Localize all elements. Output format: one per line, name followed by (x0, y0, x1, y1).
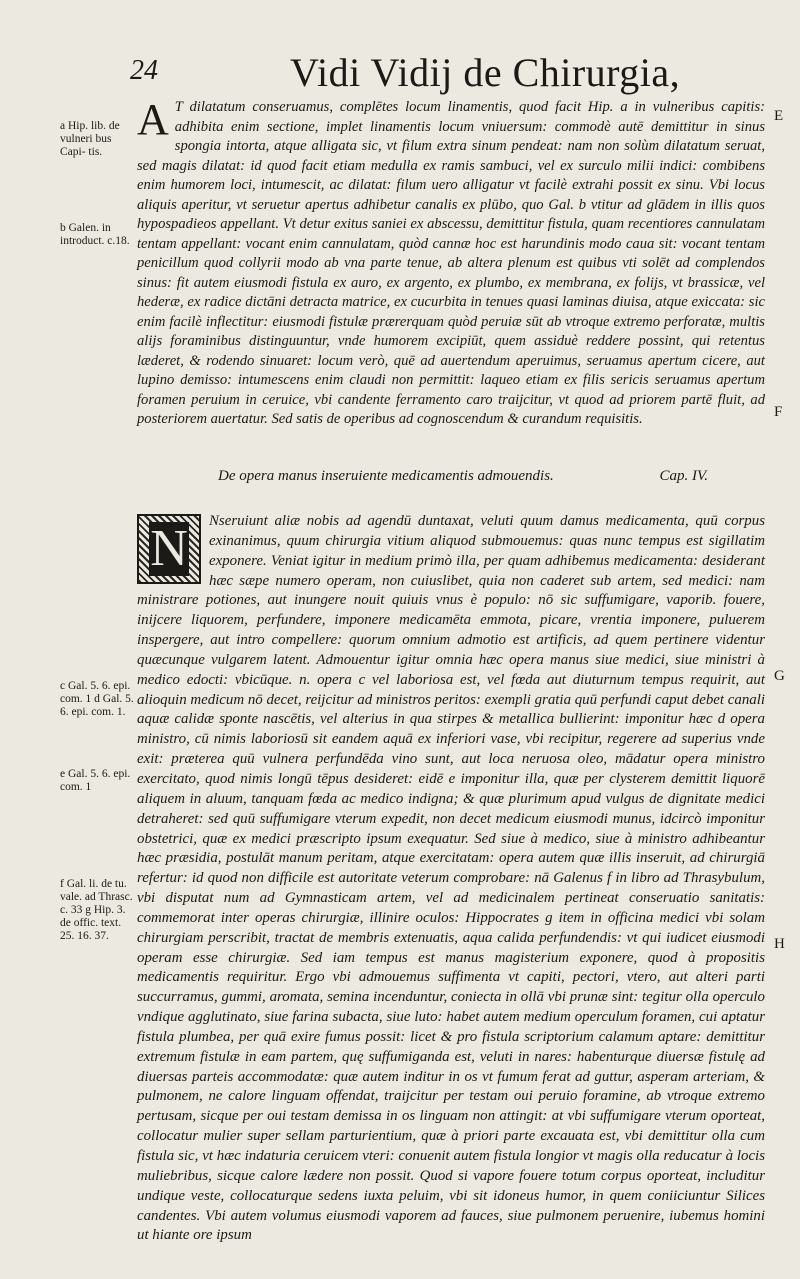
text-block (137, 95, 765, 430)
drop-cap: A (137, 95, 169, 144)
side-letter: F (774, 404, 783, 420)
running-title: Vidi Vidij de Chirurgia, (290, 50, 681, 95)
paragraph: Nseruiunt aliæ nobis ad agendū duntaxat, veluti quum damus medicamenta, quū corpus exinanimus, quum chirurgia vitium aliquod submouemus: quas nunc tempus est sigillatim exponere. Veniat igitur in medium primò illa, per quam adhibemus medicamenta: desiderant hæc sæpe numero operam, non cuiuslibet, quia non caderet sub artem, sed medici: nam ministrare potiones, aut inungere nouit quiuis vnus è populo: nō sic suffumigare, vaporib. fouere, inijcere liquorem, perfundere, imponere medicamēta emmota, picare, vrentia imponere, puluerem inspergere, aut intro compellere: quorum omnium admotio est artificis, ad quem pertinere videntur quæcunque vulgarem latent. Admouentur igitur omnia hæc opera manus siue medici, siue ministri à medico edocti: vbicūque. n. opera c vel laboriosa est, vel fœda aut diuturnum tempus requirit, aut alioquin medicum nō decet, reijcitur ad ministros peritos: exempli gratia quū perfundi caput debet canali aquæ calidæ sponte nascētis, vel alterius in qua stirpes & metallica bullierint: imponitur hæc d opera ministro, cū nimis laboriosū sit eandem aquā ex inferiori vase, vbi recipitur, regerere ad superius vnde exit: præterea quū vulnera perfundēda vino sunt, aut loca neruosa oleo, mādatur opera ministro exercitato, quod nimis longū tēpus desideret: eidē e imponitur illa, quæ per clysterem demittit liquorē aliquem in aluum, tanquam fœda ac medico indigna; & quæ plurimum apud vulgus de dignitate medici detraheret: sed quū suffumigare vterum expedit, non decet medicum eiusmodi munus, idcircò imponitur obstetrici, quæ ex medici præscripto ipsum exequatur. Sed siue à medico, siue à ministro adhibeantur hæc præsidia, postulāt manum peritam, atque exercitatam: opera autem quæ illis inseruit, ad chirurgiā refertur: id quod non difficile est autoritate veterum comprobare: nā Galenus f in libro ad Thrasybulum, vbi disputat num ad Gymnasticam artem, vel ad medicinalem pertineat conseruatio sanitatis: commemorat inter operas chirurgiæ, illinire oculos: Hippocrates g item in officina medici vbi solam chirurgiam perscribit, tractat de membris extenuatis, aqua calida perfundendis: vt qui iudicet eiusmodi operam esse chirurgiæ. Sed iam tempus est manus magisterium exponere, quod à propositis medicamentis requiritur. Ergo vbi admouemus suffimenta vt capiti, pectori, vtero, aut alteri parti succurramus, gummi, aromata, semina incenduntur, coniecta in ollā vbi prunæ sint: tegitur olla operculo vndique agglutinato, siue farina subacta, siue luto: habet autem medium operculum foramen, cui aptatur fistula plumbea, per quā exire fumus possit: licet & pro fistula scriptorium calamum aptare: demittitur extremum fistulæ in eam partem, quę suffumiganda est, veluti in nares: habenturque diuersæ fistulę ad diuersas parteis accommodatæ: quæ autem inditur in os vt fumum ferat ad guttur, asperam arteriam, & pulmonem, ne calore linguam offendat, traijcitur per testam oui peruio foramine, ab vtroque extremo pertusam, sicque per oui testam demissa in os linguam non attingit: at vbi suffumigare vterum oporteat, collocatur mulier super sellam parturientium, quæ à priori parte excauata est, vbi demittitur olla cum fistula sic, vt hæc indaturia ceruicem vteri: conuenit autem fistula longior vt magis olla reducatur à locis muliebribus, sicque calore lædere non possit. Quod si vapore fouere totum corpus oporteat, includitur undique veste, collocaturque sedens iuxta peluim, vbi sit idoneus humor, in quem coniiciuntur Silices candentes. Vbi autem volumus eiusmodi vaporem ad fauces, siue pulmonem peruenire, iubemus homini ut hiante ore ipsum (137, 513, 765, 1244)
margin-note: b Galen. in introduct. c.18. (60, 222, 130, 247)
side-letter: H (774, 936, 785, 952)
page-number: 24 (130, 55, 158, 86)
ornamental-drop-cap (137, 514, 201, 584)
chapter-heading (218, 468, 738, 485)
margin-note: e Gal. 5. 6. epi. com. 1 (60, 768, 131, 793)
chapter-title: De opera manus inseruiente medicamentis admouendis. (218, 468, 554, 484)
text-block (137, 512, 765, 1246)
paragraph: T dilatatum conseruamus, complētes locum linamentis, quod facit Hip. a in vulneribus capitis: adhibita enim sectione, implet linamentis locum vniuersum: commodè autē demittitur in sinus spongia intorta, atque alligata sic, vt filum extra sinum pendeat: nam non solùm dilatatum seruat, sed magis dilatat: id quod facit etiam medulla ex ramis sambuci, vel ex surculo milii indici: combibens enim humorem loci, intumescit, ac dilatat: filum uero alligatur vt facilè extrahi possit ex sinu. Vbi locus aliquis aperitur, vt seruetur apertus adhibetur canalis ex plūbo, quo Gal. b vtitur ad glādem in illis quos hypospadieos appellant. Vt detur exitus saniei ex abscessu, demittitur fistula, quam recentiores cannulatam tentam appellant: vocant enim cannulatam, quòd cannæ hoc est harundinis modo caua sit: vocant tentam penicillum quod collyrii modo ab vna parte tenue, ab altera plenum est quibus vti solēt ad complendos sinus: fit autem eiusmodi fistula ex auro, ex argento, ex plumbo, ex membrana, ex folijs, vt brassicæ, vel hederæ, ex radice dictāni detracta matrice, ex cucurbita in tenues quasi laminas diuisa, atque exiccata: sic enim facilè inflectitur: eiusmodi fistulæ prærerquam quòd peruiæ sūt ab vtroque extremo perforatæ, multis alijs foraminibus distinguuntur, vnde humorem excipiūt, quem assiduè reddere possint, qui retentus læderet, & rodendo sinuaret: locum verò, quē ad auertendum aperuimus, seruamus apertum cicere, aut lupino demisso: intumescens enim claudi non permittit: laqueo etiam ex filis sericis seruamus apertum foramen peruium in ceruice, vbi candente ferramento caro traijcitur, vt quod ad priorem partē fluit, ad posteriorem auertatur. Sed satis de operibus ad cognoscendum & curandum requisitis. (137, 99, 765, 427)
margin-note: f Gal. li. de tu. vale. ad Thrasc. c. 33 g Hip. 3. de offic. text. 25. 16. 37. (60, 878, 133, 942)
margin-note: a Hip. lib. de vulneri bus Capi- tis. (60, 120, 120, 158)
margin-note: c Gal. 5. 6. epi. com. 1 d Gal. 5. 6. epi. com. 1. (60, 680, 134, 718)
chapter-number: Cap. IV. (659, 468, 708, 484)
side-letter: G (774, 668, 785, 684)
page-header (100, 50, 740, 95)
side-letter: E (774, 108, 784, 124)
drop-cap-letter: N (150, 520, 188, 577)
